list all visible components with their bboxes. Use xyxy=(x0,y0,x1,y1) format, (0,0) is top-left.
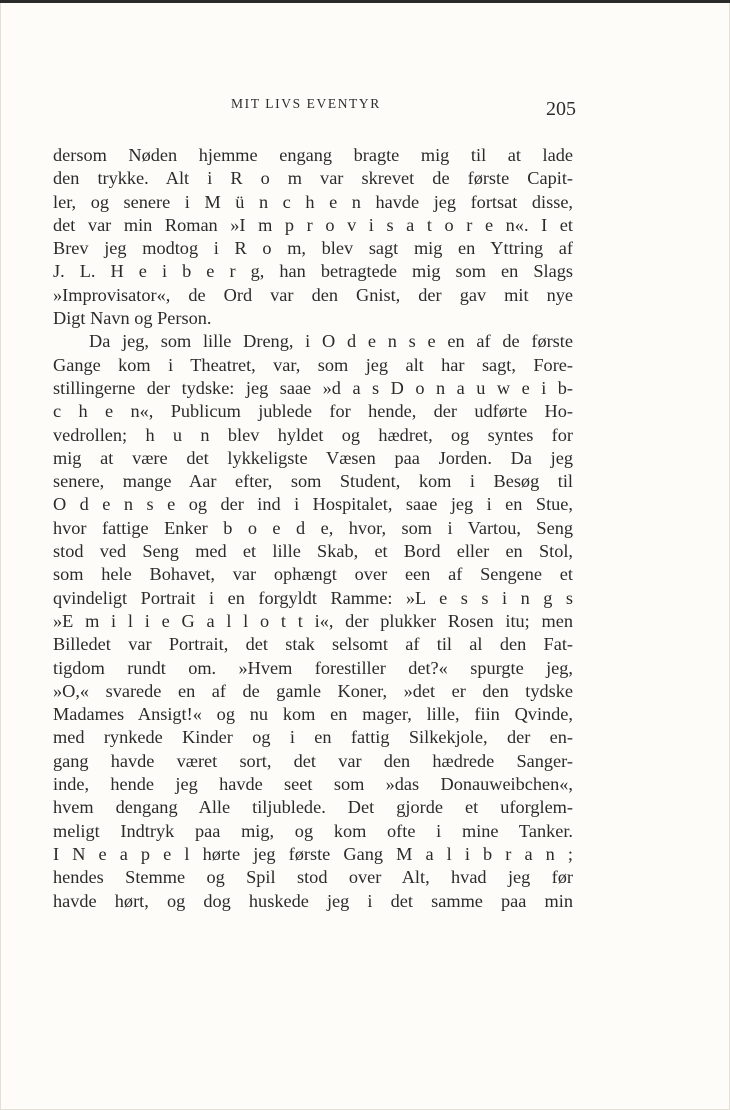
text-line: Brev jeg modtog i R o m, blev sagt mig en Yttring af xyxy=(53,238,573,259)
text-line: ler, og senere i M ü n c h e n havde jeg fortsat disse, xyxy=(53,191,573,212)
text-line: stod ved Seng med et lille Skab, et Bord eller en Stol, xyxy=(53,541,573,562)
text-line: tigdom rundt om. »Hvem forestiller det?« spurgte jeg, xyxy=(53,657,573,678)
text-line: J. L. H e i b e r g, han betragtede mig som en Slags xyxy=(53,261,573,282)
text-line: stillingerne der tydske: jeg saae »d a s D o n a u w e i b- xyxy=(53,377,573,398)
text-line: Da jeg, som lille Dreng, i O d e n s e en af de første xyxy=(89,331,573,352)
text-line: havde hørt, og dog huskede jeg i det samme paa min xyxy=(53,890,573,911)
text-line: Billedet var Portrait, det stak selsomt af til al den Fat- xyxy=(53,634,573,655)
text-line: gang havde været sort, det var den hædrede Sanger- xyxy=(53,750,573,771)
text-line: qvindeligt Portrait i en forgyldt Ramme: »L e s s i n g s xyxy=(53,587,573,608)
text-line: »Improvisator«, de Ord var den Gnist, der gav mit nye xyxy=(53,284,573,305)
text-line: »E m i l i e G a l l o t t i«, der plukker Rosen itu; men xyxy=(53,610,573,631)
text-line: I N e a p e l hørte jeg første Gang M a l i b r a n ; xyxy=(53,843,573,864)
text-line: c h e n«, Publicum jublede for hende, der udførte Ho- xyxy=(53,401,573,422)
text-line: senere, mange Aar efter, som Student, kom i Besøg til xyxy=(53,471,573,492)
body-text xyxy=(53,144,573,913)
text-line: Madames Ansigt!« og nu kom en mager, lille, fiin Qvinde, xyxy=(53,704,573,725)
running-title: MIT LIVS EVENTYR xyxy=(231,96,381,111)
page-number: 205 xyxy=(546,98,576,120)
running-header xyxy=(0,96,730,124)
text-line: vedrollen; h u n blev hyldet og hædret, og syntes for xyxy=(53,424,573,445)
text-line: inde, hende jeg havde seet som »das Donauweibchen«, xyxy=(53,774,573,795)
text-line: Digt Navn og Person. xyxy=(53,308,212,329)
text-line: »O,« svarede en af de gamle Koner, »det er den tydske xyxy=(53,680,573,701)
text-line: den trykke. Alt i R o m var skrevet de første Capit- xyxy=(53,168,573,189)
text-line: hendes Stemme og Spil stod over Alt, hvad jeg før xyxy=(53,867,573,888)
text-line: Gange kom i Theatret, var, som jeg alt har sagt, Fore- xyxy=(53,354,573,375)
text-line: hvem dengang Alle tiljublede. Det gjorde et uforglem- xyxy=(53,797,573,818)
text-line: dersom Nøden hjemme engang bragte mig til at lade xyxy=(53,145,573,165)
text-line: O d e n s e og der ind i Hospitalet, saae jeg i en Stue, xyxy=(53,494,573,515)
text-line: meligt Indtryk paa mig, og kom ofte i mine Tanker. xyxy=(53,820,573,841)
text-line: det var min Roman »I m p r o v i s a t o r e n«. I et xyxy=(53,214,573,235)
text-line: som hele Bohavet, var ophængt over een af Sengene et xyxy=(53,564,573,585)
text-line: med rynkede Kinder og i en fattig Silkekjole, der en- xyxy=(53,727,573,748)
text-line: mig at være det lykkeligste Væsen paa Jorden. Da jeg xyxy=(53,447,573,468)
text-line: hvor fattige Enker b o e d e, hvor, som i Vartou, Seng xyxy=(53,517,573,538)
page-top-edge xyxy=(0,0,730,3)
